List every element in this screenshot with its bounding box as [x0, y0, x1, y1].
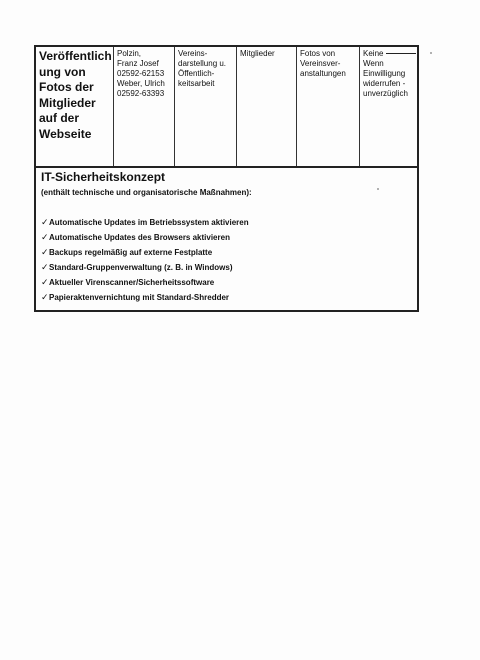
notes-first-line	[363, 49, 418, 59]
title-cell	[36, 47, 114, 166]
purpose-line: keitsarbeit	[178, 79, 215, 88]
contact-line: 02592-63393	[117, 89, 165, 98]
blank-line	[386, 53, 416, 54]
purpose-line: darstellung u.	[178, 59, 227, 68]
item-text: Aktueller Virenscanner/Sicherheitssoftware	[49, 278, 215, 287]
title-line: Fotos der	[39, 80, 94, 94]
item-text: Automatische Updates im Betriebssystem aktivieren	[49, 218, 249, 227]
list-item	[41, 230, 412, 245]
check-icon: ✓	[41, 232, 49, 242]
notes-cell	[360, 47, 421, 166]
data-line: anstaltungen	[300, 69, 346, 78]
check-icon: ✓	[41, 262, 49, 272]
check-icon: ✓	[41, 247, 49, 257]
notes-line: unverzüglich	[363, 89, 408, 98]
contact-line: 02592-62153	[117, 69, 165, 78]
list-item	[41, 215, 412, 230]
contact-line: Weber, Ulrich	[117, 79, 165, 88]
check-icon: ✓	[41, 277, 49, 287]
list-item	[41, 260, 412, 275]
security-concept-box	[34, 166, 419, 312]
notes-line: widerrufen -	[363, 79, 406, 88]
title-line: Mitglieder	[39, 95, 96, 110]
item-text: Papieraktenvernichtung mit Standard-Shredder	[49, 293, 230, 302]
notes-first: Keine	[363, 49, 384, 58]
data-category-cell	[297, 47, 360, 166]
measures-list	[41, 215, 412, 305]
data-line: Fotos von	[300, 49, 336, 58]
purpose-line: Vereins-	[178, 49, 208, 58]
scan-speck	[430, 52, 432, 54]
purpose-cell	[175, 47, 237, 166]
section-subtitle: (enthält technische und organisatorische Maßnahmen):	[41, 188, 252, 197]
check-icon: ✓	[41, 292, 49, 302]
contact-cell	[114, 47, 175, 166]
scan-speck	[377, 188, 379, 190]
contact-line: Franz Josef	[117, 59, 159, 68]
section-title: IT-Sicherheitskonzept	[41, 170, 166, 184]
group-cell	[237, 47, 297, 166]
item-text: Standard-Gruppenverwaltung (z. B. in Windows)	[49, 263, 233, 272]
data-line: Vereinsver-	[300, 59, 341, 68]
purpose-line: Öffentlich-	[178, 69, 215, 78]
check-icon: ✓	[41, 217, 49, 227]
notes-line: Wenn	[363, 59, 384, 68]
title-line: auf der	[39, 111, 80, 125]
title-line: Webseite	[39, 126, 92, 141]
title-line: ung von	[39, 64, 86, 79]
list-item	[41, 275, 412, 290]
item-text: Backups regelmäßig auf externe Festplatte	[49, 248, 213, 257]
contact-line: Polzin,	[117, 49, 142, 58]
item-text: Automatische Updates des Browsers aktivieren	[49, 233, 230, 242]
group-text: Mitglieder	[240, 49, 275, 58]
notes-line: Einwilligung	[363, 69, 406, 78]
title-line: Veröffentlich	[39, 49, 112, 63]
list-item	[41, 245, 412, 260]
list-item	[41, 290, 412, 305]
processing-table	[34, 45, 419, 168]
